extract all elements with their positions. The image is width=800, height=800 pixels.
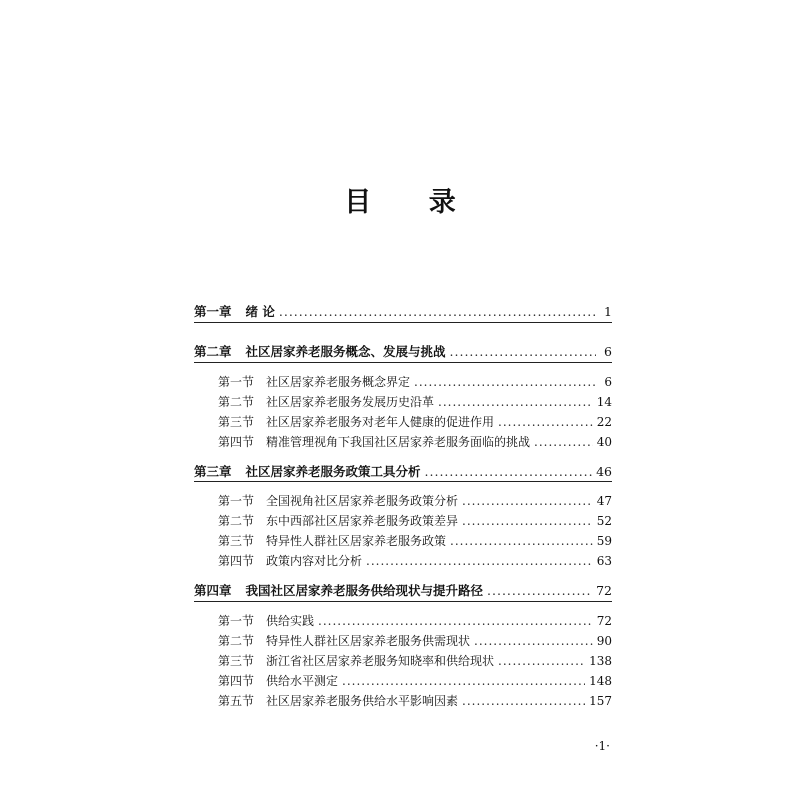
toc-entry-title: 社区居家养老服务政策工具分析 bbox=[245, 464, 421, 479]
toc-page-number: 47 bbox=[596, 494, 612, 508]
toc-entry-number: 第三节 bbox=[218, 534, 255, 548]
toc-entry-number: 第四章 bbox=[194, 583, 232, 598]
chapter-divider bbox=[194, 481, 612, 482]
toc-dot-leader bbox=[534, 430, 593, 454]
chapter-divider bbox=[194, 601, 612, 602]
toc-page-number: 63 bbox=[596, 554, 612, 568]
chapter-divider bbox=[194, 322, 612, 323]
toc-dot-leader bbox=[279, 300, 596, 324]
toc-chapter-row bbox=[194, 300, 612, 324]
toc-entry-title: 社区居家养老服务发展历史沿革 bbox=[266, 395, 435, 409]
toc-chapter-row bbox=[194, 340, 612, 364]
toc-entry-number: 第三节 bbox=[218, 415, 255, 429]
toc-entry-title: 全国视角社区居家养老服务政策分析 bbox=[266, 494, 459, 508]
toc-entry-title: 绪 论 bbox=[245, 304, 275, 319]
toc-page-number: 72 bbox=[596, 614, 612, 628]
toc-entry-title: 供给水平测定 bbox=[266, 674, 339, 688]
toc-entry-number: 第四节 bbox=[218, 674, 255, 688]
toc-entry-number: 第五节 bbox=[218, 694, 255, 708]
toc-dot-leader bbox=[366, 549, 593, 573]
toc-page-number: 72 bbox=[596, 583, 612, 598]
toc-page-number: 22 bbox=[596, 415, 612, 429]
toc-section-row bbox=[218, 549, 612, 573]
toc-entry-title: 供给实践 bbox=[266, 614, 315, 628]
toc-entry-title: 浙江省社区居家养老服务知晓率和供给现状 bbox=[266, 654, 495, 668]
toc-entry-title: 特异性人群社区居家养老服务政策 bbox=[266, 534, 447, 548]
toc-entry-number: 第四节 bbox=[218, 435, 255, 449]
toc-entry-number: 第一节 bbox=[218, 375, 255, 389]
toc-entry-title: 社区居家养老服务对老年人健康的促进作用 bbox=[266, 415, 495, 429]
toc-page-number: 90 bbox=[596, 634, 612, 648]
toc-page-number: 40 bbox=[596, 435, 612, 449]
toc-page-number: 14 bbox=[596, 395, 612, 409]
toc-page-number: 157 bbox=[589, 694, 612, 708]
toc-entry-title: 社区居家养老服务供给水平影响因素 bbox=[266, 694, 459, 708]
toc-page-number: 46 bbox=[596, 464, 612, 479]
toc-entry-title: 政策内容对比分析 bbox=[266, 554, 363, 568]
toc-entry-title: 特异性人群社区居家养老服务供需现状 bbox=[266, 634, 471, 648]
toc-page-number: 52 bbox=[596, 514, 612, 528]
page-number: ·1· bbox=[594, 739, 610, 753]
toc-entry-number: 第三章 bbox=[194, 464, 232, 479]
toc-entry-number: 第二节 bbox=[218, 634, 255, 648]
toc-entry-title: 社区居家养老服务概念、发展与挑战 bbox=[245, 344, 446, 359]
toc-page-number: 1 bbox=[604, 304, 612, 319]
toc-entry-number: 第一节 bbox=[218, 614, 255, 628]
toc-entry-title: 精准管理视角下我国社区居家养老服务面临的挑战 bbox=[266, 435, 531, 449]
toc-page-number: 148 bbox=[589, 674, 612, 688]
toc-entry-number: 第二章 bbox=[194, 344, 232, 359]
toc-entry-number: 第一节 bbox=[218, 494, 255, 508]
toc-page-number: 59 bbox=[596, 534, 612, 548]
page-title: 目 录 bbox=[344, 187, 480, 218]
toc-dot-leader bbox=[487, 579, 592, 603]
toc-page-number: 6 bbox=[604, 375, 612, 389]
toc-entry-number: 第二节 bbox=[218, 514, 255, 528]
toc-section-row bbox=[218, 430, 612, 454]
toc-dot-leader bbox=[462, 689, 585, 713]
toc-page-number: 138 bbox=[589, 654, 612, 668]
toc-section-row bbox=[218, 689, 612, 713]
toc-entry-number: 第一章 bbox=[194, 304, 232, 319]
toc-entry-title: 我国社区居家养老服务供给现状与提升路径 bbox=[245, 583, 484, 598]
chapter-divider bbox=[194, 362, 612, 363]
toc-chapter-row bbox=[194, 579, 612, 603]
toc-page-number: 6 bbox=[604, 344, 612, 359]
toc-entry-number: 第二节 bbox=[218, 395, 255, 409]
toc-entry-number: 第四节 bbox=[218, 554, 255, 568]
toc-entry-number: 第三节 bbox=[218, 654, 255, 668]
toc-entry-title: 东中西部社区居家养老服务政策差异 bbox=[266, 514, 459, 528]
toc-dot-leader bbox=[450, 340, 596, 364]
toc-entry-title: 社区居家养老服务概念界定 bbox=[266, 375, 411, 389]
